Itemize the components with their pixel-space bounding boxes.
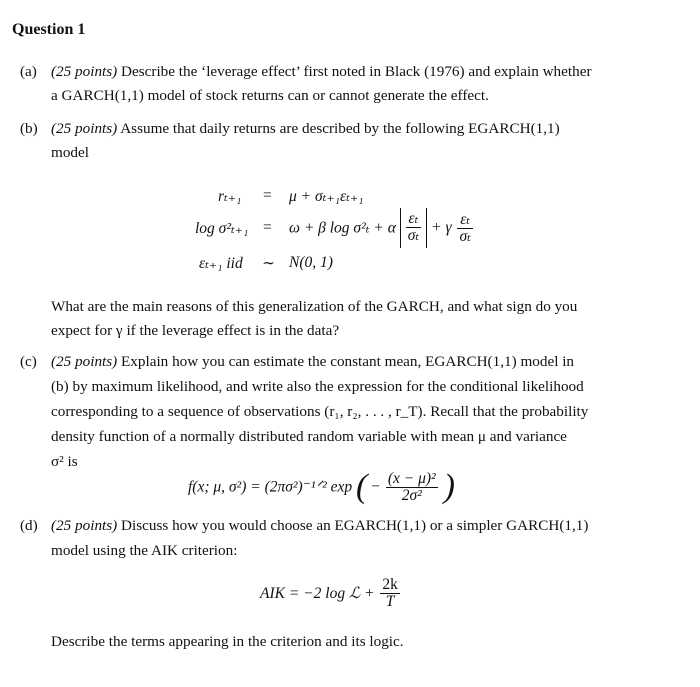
part-d-points: (25 points) xyxy=(51,517,118,534)
eq2-lhs: log σ²ₜ₊₁ xyxy=(195,220,249,237)
eq1-lhs: rₜ₊₁ xyxy=(218,188,242,205)
part-c-text-5: σ² is xyxy=(51,453,78,470)
part-a-label: (a) xyxy=(20,63,37,80)
eq2-rhs: ω + β log σ²ₜ + α $\frac{\text{εₜ}}{\text{σₜ}}$ + γ $\frac{\text{εₜ}}{\text{σₜ}}$ xyxy=(289,208,475,248)
pdf-equation: f(x; μ, σ²) = (2πσ²)⁻¹ᐟ² exp ( − $\frac{\text{(x − μ)²}}{\text{2σ²}}$ ) xyxy=(188,468,455,505)
part-a-line-1 xyxy=(51,60,592,84)
part-c-line-1 xyxy=(51,350,574,374)
aik-equation: AIK = −2 log ℒ + $\frac{2k}{T}$ xyxy=(260,576,398,610)
eq3-rhs: N(0, 1) xyxy=(289,254,333,271)
part-a-text-1: Describe the ‘leverage effect’ first noted in Black (1976) and explain whether xyxy=(121,63,592,80)
part-c-points: (25 points) xyxy=(51,353,118,370)
part-d-label: (d) xyxy=(20,517,38,534)
part-d-text-1: Discuss how you would choose an EGARCH(1,1) or a simpler GARCH(1,1) xyxy=(121,517,589,534)
part-b-text-1: Assume that daily returns are described by the following EGARCH(1,1) xyxy=(120,120,560,137)
part-b-label: (b) xyxy=(20,120,38,137)
eq1-rel: = xyxy=(263,187,272,204)
part-d-line-1 xyxy=(51,514,588,538)
part-d-text-2: model using the AIK criterion: xyxy=(51,542,238,559)
part-b-points: (25 points) xyxy=(51,120,118,137)
part-a-points: (25 points) xyxy=(51,63,118,80)
eq1-rhs: μ + σₜ₊₁εₜ₊₁ xyxy=(289,188,364,205)
part-c-label: (c) xyxy=(20,353,37,370)
part-c-text-2: (b) by maximum likelihood, and write also the expression for the conditional likelihood xyxy=(51,378,584,395)
question-title: Question 1 xyxy=(12,21,86,38)
eq2-abs-value: $\frac{\text{εₜ}}{\text{σₜ}}$ xyxy=(400,208,427,248)
part-b-line-1 xyxy=(51,117,560,141)
eq3-rel: ∼ xyxy=(262,255,275,272)
part-c-text-3: corresponding to a sequence of observations (r₁, r₂, . . . , r_T). Recall that the probability xyxy=(51,403,589,420)
eq2-rel: = xyxy=(263,219,272,236)
part-c-text-4: density function of a normally distributed random variable with mean μ and variance xyxy=(51,428,567,445)
part-b-after-1: What are the main reasons of this generalization of the GARCH, and what sign do you xyxy=(51,298,578,315)
part-b-after-2: expect for γ if the leverage effect is in the data? xyxy=(51,322,340,339)
part-d-after: Describe the terms appearing in the criterion and its logic. xyxy=(51,633,404,650)
part-a-text-2: a GARCH(1,1) model of stock returns can or cannot generate the effect. xyxy=(51,87,489,104)
part-c-text-1: Explain how you can estimate the constant mean, EGARCH(1,1) model in xyxy=(121,353,575,370)
part-b-text-2: model xyxy=(51,144,89,161)
eq3-lhs: εₜ₊₁ iid xyxy=(199,255,243,272)
